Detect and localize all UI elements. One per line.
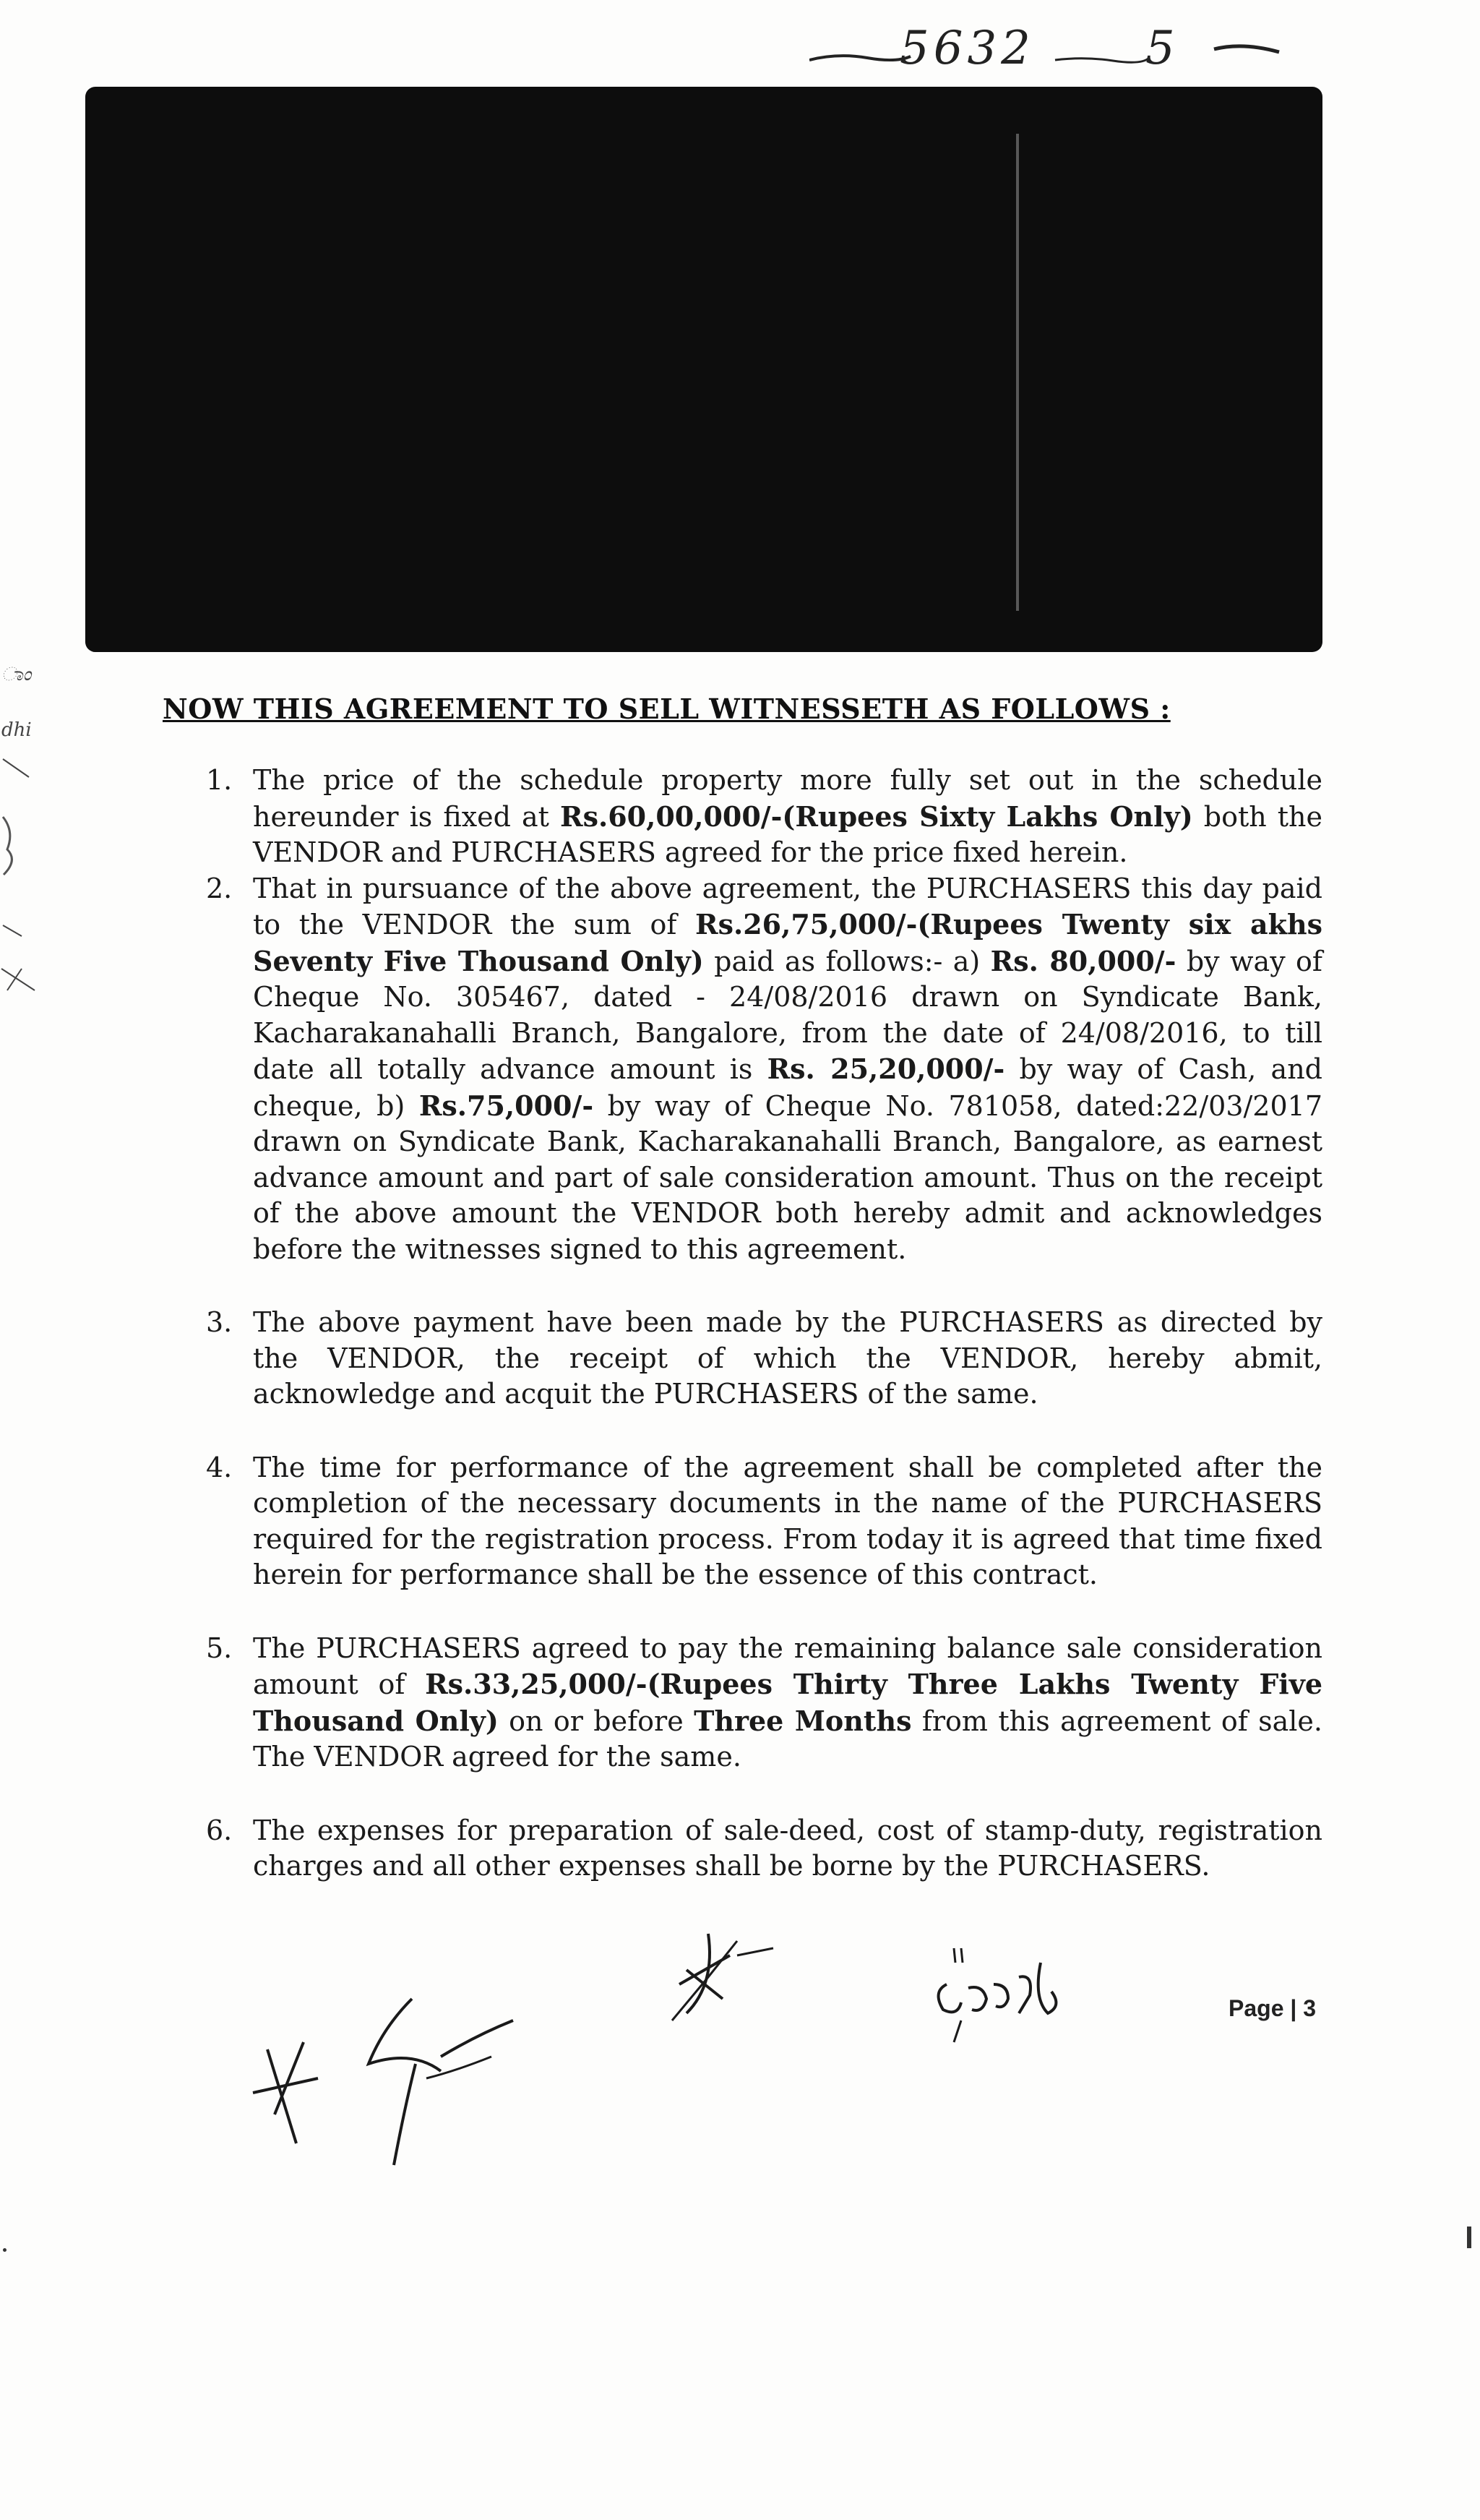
clause-text: from this agreement of sale. The VENDOR agreed for the same. [253, 1705, 1322, 1773]
signatures [238, 1927, 1178, 2172]
clause-text: The PURCHASERS agreed to pay the remaining balance sale consideration amount of [253, 1632, 1322, 1700]
clause-list [206, 763, 1322, 1922]
clause-text: by way of Cheque No. 305467, dated - 24/08/2016 drawn on Syndicate Bank, Kacharakanahalli Branch, Bangalore, from the date of 24/08/2016, to till date all totally advance amount is [253, 945, 1322, 1085]
clause-item [206, 1813, 1322, 1885]
clause-item [206, 1305, 1322, 1413]
clause-bold-text: Rs.33,25,000/-(Rupees Thirty Three Lakhs Twenty Five Thousand Only) [253, 1668, 1322, 1737]
clause-item [206, 1631, 1322, 1775]
clause-number: 6. [206, 1814, 233, 1846]
margin-stamp-scribble [0, 651, 43, 1027]
signature-2-icon [369, 1999, 513, 2165]
clause-bold-text: Rs. 80,000/- [990, 944, 1176, 977]
doc-number: 5632 [900, 22, 1035, 75]
clause-item [206, 1450, 1322, 1593]
left-margin-marks [0, 651, 43, 1027]
clause-text: by way of Cash, and cheque, b) [253, 1053, 1323, 1122]
clause-text: on or before [498, 1705, 694, 1737]
clause-text: The time for performance of the agreement shall be completed after the completion of the necessary documents in the name of the PURCHASERS required for the registration process. From today it is agreed that time fixed herein for performance shall be the essence of this contract. [253, 1451, 1322, 1590]
doc-suffix: 5 [1145, 22, 1175, 75]
clause-text: The expenses for preparation of sale-deed, cost of stamp-duty, registration charges and all other expenses shall be borne by the PURCHASERS. [253, 1814, 1322, 1882]
signature-4-icon [939, 1948, 1057, 2042]
clause-bold-text: Three Months [694, 1704, 912, 1737]
handwritten-doc-number-scribble [809, 20, 1301, 85]
margin-dot [3, 2248, 7, 2252]
clause-item [206, 763, 1322, 871]
clause-bold-text: Rs. 25,20,000/- [767, 1053, 1005, 1085]
signature-3-icon [672, 1934, 773, 2020]
clause-number: 1. [206, 764, 233, 796]
clause-text: paid as follows:- a) [703, 945, 991, 977]
clause-bold-text: Rs.60,00,000/-(Rupees Sixty Lakhs Only) [560, 800, 1193, 833]
clause-item [206, 871, 1322, 1268]
margin-mark-2: dhi [1, 719, 32, 741]
margin-mark-1: ಾಂ [1, 664, 32, 685]
clause-number: 5. [206, 1632, 233, 1664]
clause-text: The price of the schedule property more fully set out in the schedule hereunder is fixed at [253, 764, 1322, 833]
clause-text: both the VENDOR and PURCHASERS agreed for the price fixed herein. [253, 800, 1322, 868]
clause-number: 4. [206, 1451, 233, 1483]
redacted-block [85, 87, 1322, 652]
clause-text: by way of Cheque No. 781058, dated:22/03/2017 drawn on Syndicate Bank, Kacharakanahalli Branch, Bangalore, as earnest advance amount and part of sale consideration amount. Thus on the receipt of the above amount the VENDOR both hereby admit and acknowledges before the witnesses signed to this agreement. [253, 1089, 1323, 1265]
clause-bold-text: Rs.75,000/- [418, 1089, 594, 1122]
agreement-heading: NOW THIS AGREEMENT TO SELL WITNESSETH AS FOLLOWS : [163, 693, 1171, 725]
signature-1-icon [253, 2042, 318, 2143]
clause-text: The above payment have been made by the PURCHASERS as directed by the VENDOR, the receipt of which the VENDOR, hereby abmit, acknowledge and acquit the PURCHASERS of the same. [253, 1306, 1322, 1410]
clause-number: 2. [206, 872, 233, 904]
redaction-crease [1016, 134, 1019, 611]
clause-text: That in pursuance of the above agreement, the PURCHASERS this day paid to the VENDOR the sum of [253, 872, 1322, 940]
clause-bold-text: Rs.26,75,000/-(Rupees Twenty six akhs Seventy Five Thousand Only) [253, 908, 1322, 977]
margin-tick [1467, 2227, 1471, 2248]
clause-number: 3. [206, 1306, 233, 1338]
page-number: Page | 3 [1229, 1995, 1317, 2021]
